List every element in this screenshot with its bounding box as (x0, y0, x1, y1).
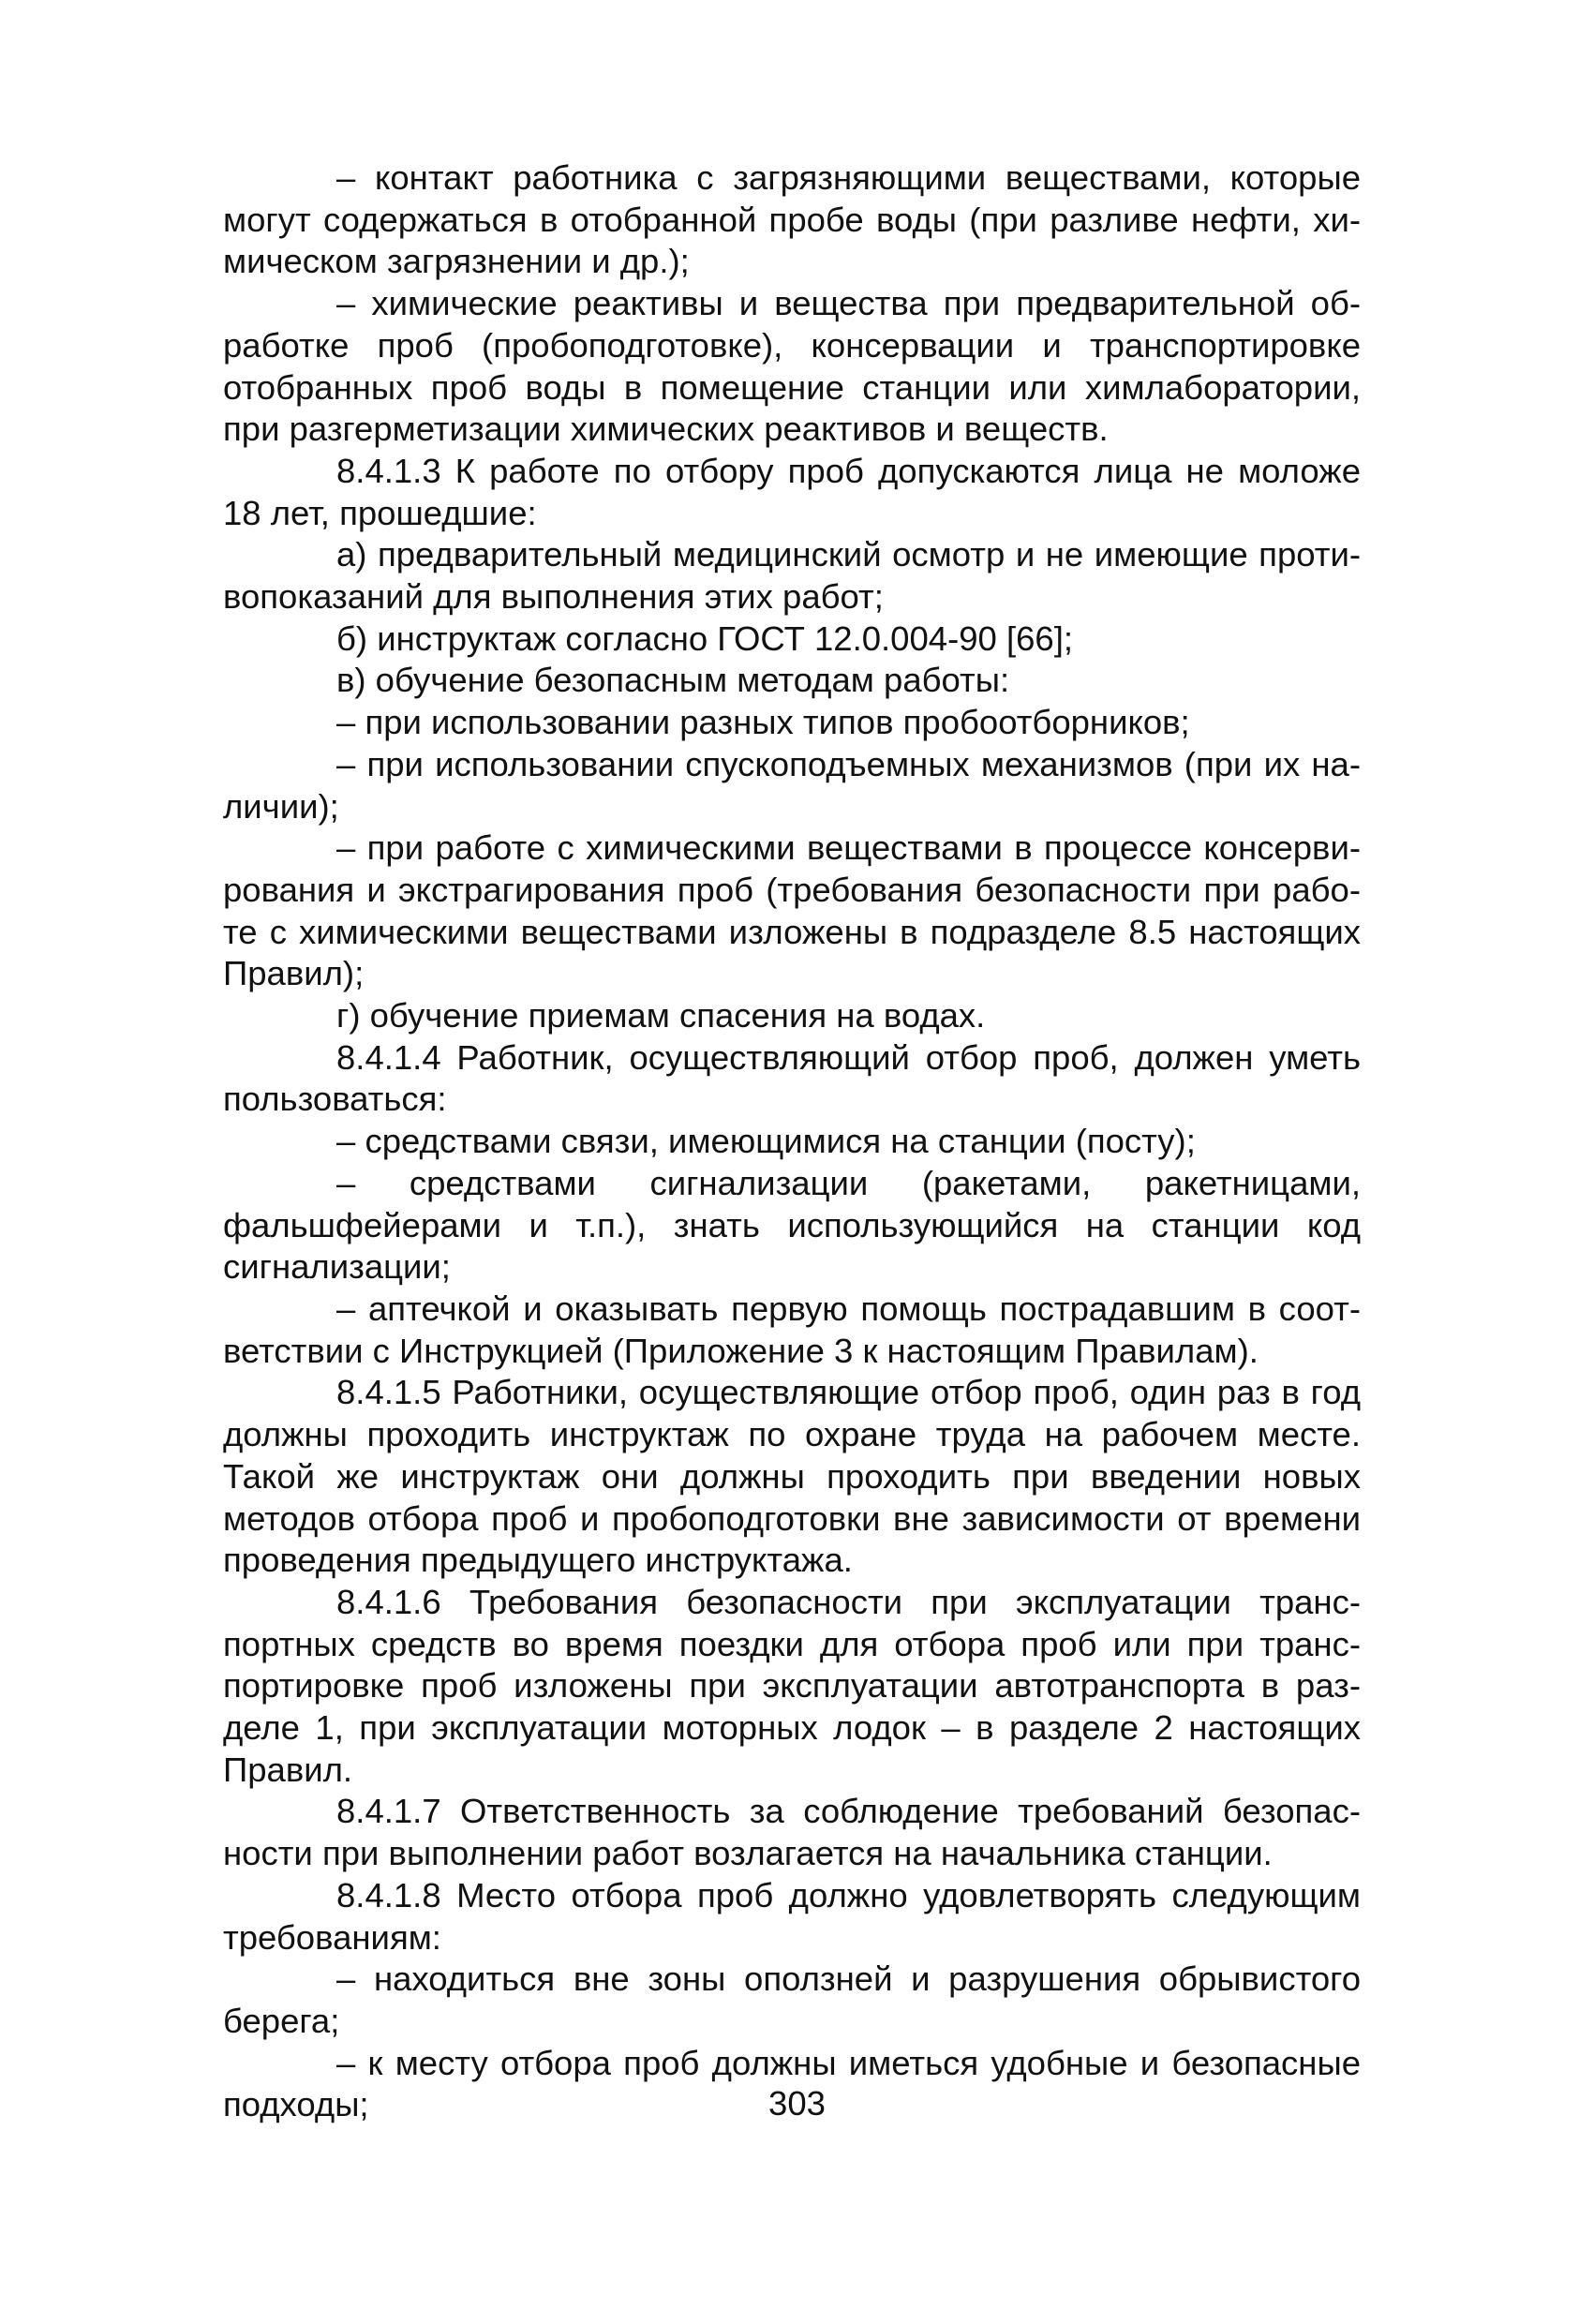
paragraph-8-4-1-3: 8.4.1.3 К работе по отбору проб допускаются лица не моложе 18 лет, прошедшие: (223, 451, 1361, 532)
paragraph-8-4-1-4: 8.4.1.4 Работник, осуществляющий отбор проб, должен уметь пользоваться: (223, 1037, 1361, 1119)
paragraph-8-4-1-6: 8.4.1.6 Требования безопасности при эксплуатации транспортных средств во время поездки для отбора проб или при транспортировке проб изложены при эксплуатации автотранспорта в разделе 1, при эксплуатации моторных лодок – в разделе 2 настоящих Правил. (223, 1582, 1361, 1789)
list-item-samplers: – при использовании разных типов пробоотборников; (336, 703, 1190, 742)
list-item-g: г) обучение приемам спасения на водах. (336, 996, 986, 1035)
list-item-lifting-mechanisms: – при использовании спускоподъемных механизмов (при их наличии); (223, 744, 1361, 826)
paragraph-8-4-1-8: 8.4.1.8 Место отбора проб должно удовлетворять следующим требованиям: (223, 1875, 1361, 1957)
list-item-first-aid: – аптечкой и оказывать первую помощь пострадавшим в соответствии с Инструкцией (Приложение 3 к настоящим Правилам). (223, 1289, 1361, 1370)
list-item-v: в) обучение безопасным методам работы: (336, 661, 1010, 700)
paragraph-contact-pollutants: – контакт работника с загрязняющими веществами, которые могут содержаться в отобранной пробе воды (при разливе нефти, химическом загрязнении и др.); (223, 158, 1361, 281)
paragraph-chemical-reagents: – химические реактивы и вещества при предварительной обработке проб (пробоподготовке), консервации и транспортировке отобранных проб воды в помещение станции или химлаборатории, при разгерметизации химических реактивов и веществ. (223, 284, 1361, 449)
page-number: 303 (768, 2084, 826, 2123)
paragraph-8-4-1-7: 8.4.1.7 Ответственность за соблюдение требований безопасности при выполнении работ возлагается на начальника станции. (223, 1792, 1361, 1873)
list-item-landslide-zone: – находиться вне зоны оползней и разрушения обрывистого берега; (223, 1959, 1361, 2040)
paragraph-8-4-1-5: 8.4.1.5 Работники, осуществляющие отбор проб, один раз в год должны проходить инструктаж по охране труда на рабочем месте. Такой же инструктаж они должны проходить при введении новых методов отбора проб и пробоподготовки вне зависимости от времени проведения предыдущего инструктажа. (223, 1373, 1361, 1580)
list-item-safe-approaches: – к месту отбора проб должны иметься удобные и безопасные подходы; (223, 2043, 1361, 2124)
list-item-b: б) инструктаж согласно ГОСТ 12.0.004-90 [66]; (336, 618, 1073, 658)
page-body (223, 157, 1361, 2126)
list-item-chemical-substances: – при работе с химическими веществами в процессе консервирования и экстрагирования проб (требования безопасности при работе с химическими веществами изложены в подразделе 8.5 настоящих Правил); (223, 828, 1361, 993)
list-item-signaling: – средствами сигнализации (ракетами, ракетницами, фальшфейерами и т.п.), знать использующийся на станции код сигнализации; (223, 1163, 1361, 1287)
list-item-a: а) предварительный медицинский осмотр и не имеющие противопоказаний для выполнения этих работ; (223, 535, 1361, 617)
list-item-communication: – средствами связи, имеющимися на станции (посту); (336, 1122, 1196, 1161)
